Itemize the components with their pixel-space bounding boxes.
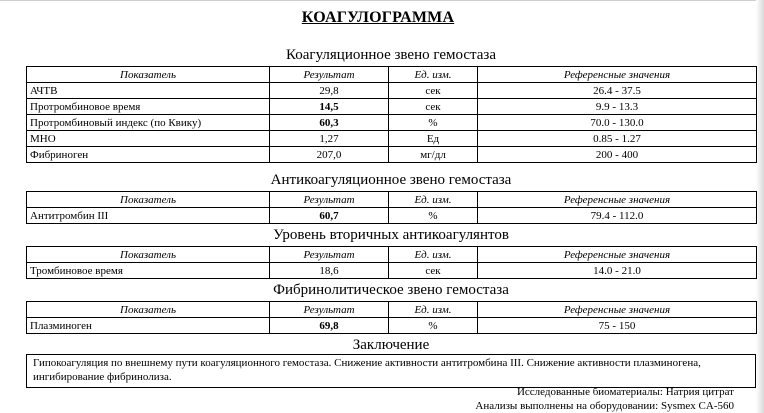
- test-result: 60,3: [270, 115, 389, 131]
- table-row: [27, 131, 757, 147]
- test-unit: Ед: [389, 131, 478, 147]
- test-reference: 200 - 400: [478, 147, 757, 163]
- top-rule: [0, 0, 764, 1]
- test-name: Плазминоген: [27, 318, 270, 334]
- test-name: Тромбиновое время: [27, 263, 270, 279]
- test-name: Протромбиновый индекс (по Квику): [27, 115, 270, 131]
- test-result: 18,6: [270, 263, 389, 279]
- column-header-result: Результат: [270, 247, 389, 263]
- test-name: Антитромбин III: [27, 208, 270, 224]
- section-title-coagulation: Коагуляционное звено гемостаза: [286, 47, 496, 63]
- table-fibrinolytic: [26, 301, 757, 334]
- table-secondary-anticoagulants: [26, 246, 757, 279]
- table-row: [27, 99, 757, 115]
- table-row: [27, 318, 757, 334]
- table-anticoagulation: [26, 191, 757, 224]
- column-header-result: Результат: [270, 67, 389, 83]
- test-result: 29,8: [270, 83, 389, 99]
- document-title: КОАГУЛОГРАММА: [301, 9, 455, 26]
- column-header-ref: Референсные значения: [478, 192, 757, 208]
- section-title-fibrinolytic: Фибринолитическое звено гемостаза: [273, 282, 509, 298]
- test-result: 60,7: [270, 208, 389, 224]
- column-header-unit: Ед. изм.: [389, 192, 478, 208]
- test-reference: 0.85 - 1.27: [478, 131, 757, 147]
- table-header-row: [27, 247, 757, 263]
- page-edge-shadow: [756, 0, 764, 413]
- test-reference: 70.0 - 130.0: [478, 115, 757, 131]
- column-header-unit: Ед. изм.: [389, 247, 478, 263]
- test-result: 14,5: [270, 99, 389, 115]
- table-row: [27, 208, 757, 224]
- test-unit: сек: [389, 263, 478, 279]
- column-header-ref: Референсные значения: [478, 302, 757, 318]
- section-title-conclusion: Заключение: [352, 337, 430, 353]
- table-header-row: [27, 192, 757, 208]
- test-reference: 79.4 - 112.0: [478, 208, 757, 224]
- table-header-row: [27, 67, 757, 83]
- table-row: [27, 147, 757, 163]
- test-unit: сек: [389, 99, 478, 115]
- conclusion-text: Гипокоагуляция по внешнему пути коагуляционного гемостаза. Снижение активности антитромбина III. Снижение активности плазминогена, ингибирование фибринолиза.: [26, 354, 756, 388]
- test-reference: 9.9 - 13.3: [478, 99, 757, 115]
- column-header-name: Показатель: [27, 302, 270, 318]
- test-reference: 14.0 - 21.0: [478, 263, 757, 279]
- test-name: АЧТВ: [27, 83, 270, 99]
- column-header-result: Результат: [270, 192, 389, 208]
- test-result: 69,8: [270, 318, 389, 334]
- test-reference: 26.4 - 37.5: [478, 83, 757, 99]
- test-name: Фибриноген: [27, 147, 270, 163]
- column-header-name: Показатель: [27, 192, 270, 208]
- test-unit: %: [389, 115, 478, 131]
- table-row: [27, 115, 757, 131]
- test-name: МНО: [27, 131, 270, 147]
- test-unit: %: [389, 318, 478, 334]
- table-row: [27, 83, 757, 99]
- test-reference: 75 - 150: [478, 318, 757, 334]
- column-header-result: Результат: [270, 302, 389, 318]
- column-header-unit: Ед. изм.: [389, 67, 478, 83]
- footer-equipment: Анализы выполнены на оборудовании: Sysmex CA-560: [475, 400, 734, 412]
- test-name: Протромбиновое время: [27, 99, 270, 115]
- column-header-ref: Референсные значения: [478, 247, 757, 263]
- column-header-name: Показатель: [27, 247, 270, 263]
- column-header-name: Показатель: [27, 67, 270, 83]
- footer-biomaterials: Исследованные биоматериалы: Натрия цитрат: [516, 386, 734, 398]
- test-unit: %: [389, 208, 478, 224]
- table-row: [27, 263, 757, 279]
- table-coagulation: [26, 66, 757, 163]
- column-header-ref: Референсные значения: [478, 67, 757, 83]
- test-result: 207,0: [270, 147, 389, 163]
- column-header-unit: Ед. изм.: [389, 302, 478, 318]
- test-result: 1,27: [270, 131, 389, 147]
- test-unit: сек: [389, 83, 478, 99]
- section-title-anticoagulation: Антикоагуляционное звено гемостаза: [270, 172, 512, 188]
- test-unit: мг/дл: [389, 147, 478, 163]
- section-title-secondary-anticoagulants: Уровень вторичных антикоагулянтов: [273, 227, 509, 243]
- table-header-row: [27, 302, 757, 318]
